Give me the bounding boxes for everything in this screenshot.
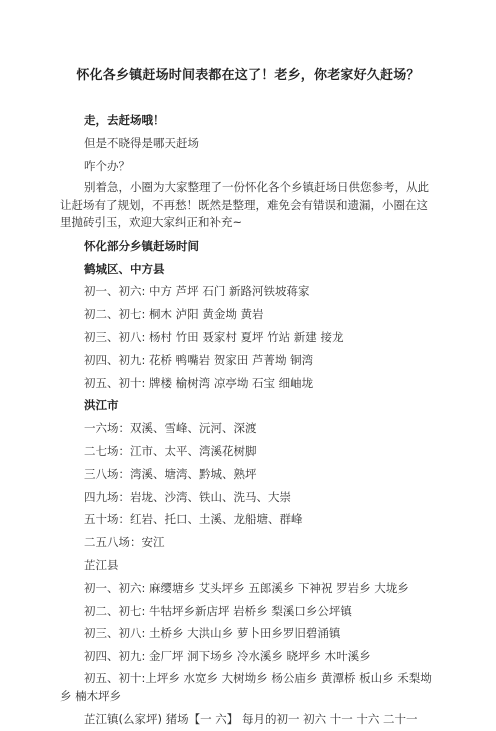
schedule-row: 初三、初八: 土桥乡 大洪山乡 萝卜田乡罗旧碧涌镇 (84, 626, 341, 641)
intro-paragraph: 别着急，小圈为大家整理了一份怀化各个乡镇赶场日供您参考，从此让赶场有了规划，不再愁！既然是整理，难免会有错误和遗漏，小圈在这里抛砖引玉，欢迎大家纠正和补充~ (60, 180, 429, 230)
schedule-row: 芷江镇(么家坪) 猪场【一 六】 每月的初一 初六 十一 十六 二十一 (84, 712, 418, 727)
schedule-row: 初四、初九: 金厂坪 洞下场乡 冷水溪乡 晓坪乡 木叶溪乡 (84, 649, 371, 664)
region-heading-hongjiang: 洪江市 (84, 398, 119, 413)
region-heading-hecheng: 鹤城区、中方县 (84, 261, 165, 276)
schedule-row: 初二、初七: 桐木 泸阳 黄金坳 黄岩 (84, 307, 264, 322)
schedule-row: 初二、初七: 牛牯坪乡新店坪 岩桥乡 梨溪口乡公坪镇 (84, 603, 352, 618)
schedule-row: 五十场：红岩、托口、土溪、龙船塘、群峰 (84, 512, 303, 527)
intro-question-2: 咋个办？ (84, 158, 130, 173)
schedule-row: 初四、初九: 花桥 鸭嘴岩 贺家田 芦菁坳 铜湾 (84, 352, 314, 367)
region-heading-zhijiang: 芷江县 (84, 558, 119, 573)
schedule-row: 初五、初十: 牌楼 榆树湾 凉亭坳 石宝 细岫垅 (84, 375, 314, 390)
schedule-row: 三八场：湾溪、塘湾、黔城、熟坪 (84, 466, 257, 481)
schedule-row: 二七场：江市、太平、湾溪花树脚 (84, 444, 257, 459)
schedule-row: 初一、初六: 麻缨塘乡 艾头坪乡 五郎溪乡 下神祝 罗岩乡 大垅乡 (84, 580, 409, 595)
schedule-title: 怀化部分乡镇赶场时间 (84, 238, 199, 253)
schedule-row: 初一、初六: 中方 芦坪 石门 新路河铁坡蒋家 (84, 284, 310, 299)
intro-question-1: 但是不晓得是哪天赶场 (84, 135, 199, 150)
schedule-row: 一六场：双溪、雪峰、沅河、深渡 (84, 421, 257, 436)
schedule-row-wrapped: 初五、初十:上坪乡 水宽乡 大树坳乡 杨公庙乡 黄潭桥 板山乡 禾梨坳乡 楠木坪乡 (60, 671, 432, 703)
schedule-row: 二五八场：安江 (84, 535, 165, 550)
schedule-row: 初三、初八: 杨村 竹田 聂家村 夏坪 竹站 新建 接龙 (84, 330, 344, 345)
article-title: 怀化各乡镇赶场时间表都在这了！老乡，你老家好久赶场？ (76, 68, 420, 83)
intro-heading: 走，去赶场哦！ (84, 113, 165, 127)
schedule-row: 四九场：岩垅、沙湾、铁山、洗马、大崇 (84, 489, 291, 504)
